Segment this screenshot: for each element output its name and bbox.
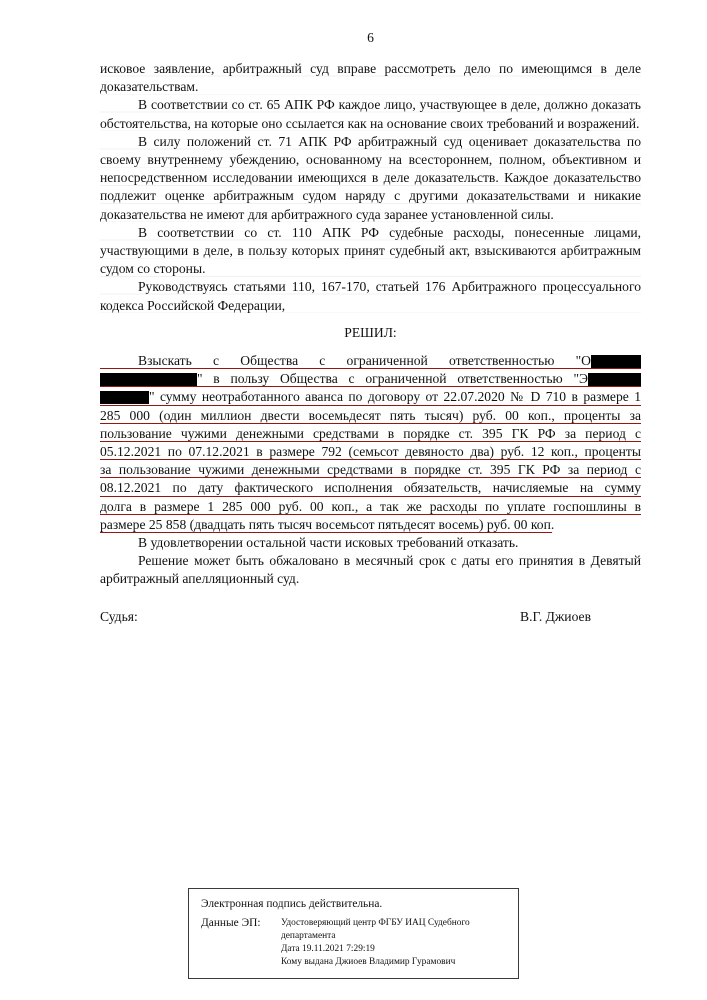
resolution-line (100, 516, 641, 534)
stamp-title: Электронная подпись действительна. (201, 898, 383, 910)
resolution-text: 08.12.2021 по дату фактического исполнения обязательств, начисляемые на сумму (100, 480, 641, 496)
resolution-line (100, 425, 641, 443)
page-number: 6 (367, 30, 374, 45)
resolution-text: 05.12.2021 по 07.12.2021 в размере 792 (семьсот девяносто два) руб. 12 коп., проценты (100, 443, 641, 459)
resolution-line (100, 443, 641, 461)
resolution-text: за пользование чужими денежными средствами в порядке ст. 395 ГК РФ за период с (100, 462, 641, 478)
judge-name: В.Г. Джиоев (520, 608, 591, 624)
resolution-block (100, 352, 641, 534)
body-paragraph: исковое заявление, арбитражный суд вправе рассмотреть дело по имеющимся в деле доказательствам. (100, 60, 641, 96)
redaction-box (100, 391, 149, 404)
judge-label: Судья: (100, 608, 138, 624)
resolution-text: " в пользу Общества с ограниченной ответственностью "Э (197, 371, 588, 387)
resolution-line (100, 461, 641, 479)
resolution-heading: РЕШИЛ: (344, 324, 397, 340)
resolution-line (100, 388, 641, 406)
redaction-box (588, 373, 641, 386)
stamp-label: Данные ЭП: (201, 917, 261, 929)
body-paragraph: В соответствии со ст. 65 АПК РФ каждое лицо, участвующее в деле, должно доказать обстоятельства, на которые оно ссылается как на основание своих требований и возражений. (100, 96, 641, 132)
resolution-text: Взыскать с Общества с ограниченной ответственностью "О (138, 353, 591, 369)
resolution-text: размере 25 858 (двадцать пять тысяч восемьсот пятьдесят восемь) руб. 00 коп. (100, 516, 555, 532)
stamp-detail-line: Кому выдана Джиоев Владимир Гурамович (281, 957, 456, 967)
stamp-details (281, 917, 491, 969)
stamp-detail-line: Дата 19.11.2021 7:29:19 (281, 944, 375, 954)
redaction-box (100, 373, 197, 386)
redaction-box (591, 355, 641, 368)
resolution-line (100, 370, 641, 388)
electronic-signature-stamp (188, 888, 519, 979)
body-paragraph: В соответствии со ст. 110 АПК РФ судебные расходы, понесенные лицами, участвующими в деле, в пользу которых принят судебный акт, взыскиваются арбитражным судом со стороны. (100, 224, 641, 279)
stamp-detail-line: Удостоверяющий центр ФГБУ ИАЦ Судебного департамента (281, 918, 470, 941)
resolution-line (100, 498, 641, 516)
body-paragraph: Решение может быть обжаловано в месячный срок с даты его принятия в Девятый арбитражный апелляционный суд. (100, 553, 641, 587)
body-paragraph: В удовлетворении остальной части исковых требований отказать. (138, 534, 519, 550)
resolution-text: долга в размере 1 285 000 руб. 00 коп., а так же расходы по уплате госпошлины в (100, 498, 641, 514)
document-body (100, 60, 641, 626)
resolution-text: пользование чужими денежными средствами в порядке ст. 395 ГК РФ за период с (100, 425, 641, 441)
resolution-line (100, 352, 641, 370)
resolution-text: 285 000 (один миллион двести восемьдесят пять тысяч) руб. 00 коп., проценты за (100, 407, 641, 423)
resolution-line (100, 479, 641, 497)
stamp-data-row (201, 917, 508, 969)
body-paragraph: Руководствуясь статьями 110, 167-170, статьей 176 Арбитражного процессуального кодекса Российской Федерации, (100, 278, 641, 314)
resolution-line (100, 407, 641, 425)
resolution-text: " сумму неотработанного аванса по договору от 22.07.2020 № D 710 в размере 1 (149, 389, 641, 405)
judge-signature-row (100, 608, 641, 626)
body-paragraph: В силу положений ст. 71 АПК РФ арбитражный суд оценивает доказательства по своему внутреннему убеждению, основанному на всестороннем, полном, объективном и непосредственном исследовании имеющихся в деле доказательств. Каждое доказательство подлежит оценке арбитражным судом наряду с другими доказательствами и никакие доказательства не имеют для арбитражного суда заранее установленной силы. (100, 133, 641, 224)
